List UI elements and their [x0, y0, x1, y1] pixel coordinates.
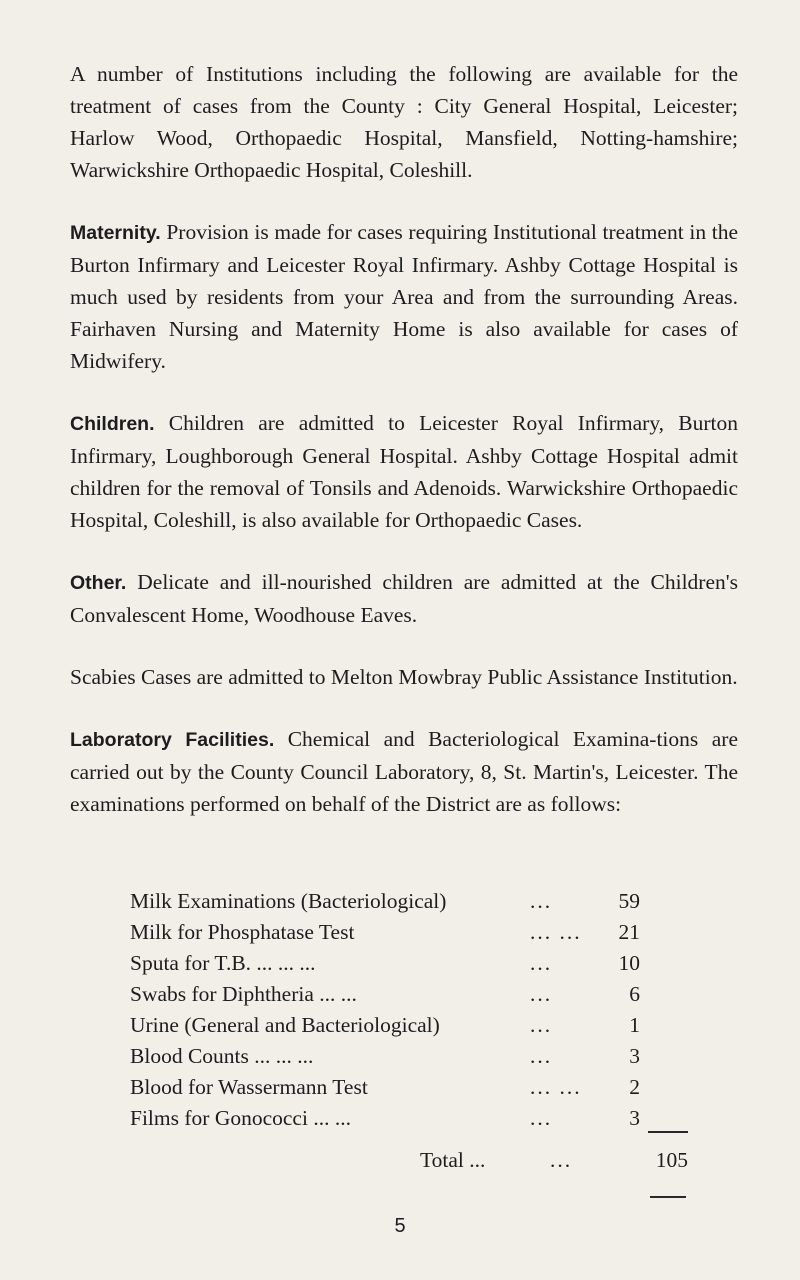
exam-label: Films for Gonococci ... ... — [130, 1106, 351, 1130]
table-row — [130, 1010, 640, 1041]
children-text: Children are admitted to Leicester Royal Infirmary, Burton Infirmary, Loughborough General Hospital. Ashby Cottage Hospital admit children for the removal of Tonsils and Adenoids. Warwickshire Orthopaedic Hospital, Coleshill, is also available for Orthopaedic Cases. — [70, 411, 739, 532]
table-row — [130, 1041, 640, 1072]
leader-dots: ... — [530, 1106, 553, 1130]
leader-dots: ... — [530, 951, 553, 975]
table-row — [130, 1103, 640, 1134]
leader-dots: ... ... — [530, 1075, 582, 1099]
exam-label: Milk for Phosphatase Test — [130, 920, 355, 944]
children-heading: Children. — [70, 413, 155, 435]
leader-dots: ... — [530, 889, 553, 913]
table-row — [130, 1072, 640, 1103]
exam-label: Blood Counts ... ... ... — [130, 1044, 314, 1068]
maternity-heading: Maternity. — [70, 222, 161, 244]
exam-count: 6 — [629, 982, 640, 1006]
exam-count: 2 — [629, 1075, 640, 1099]
maternity-paragraph — [70, 216, 738, 377]
page-number: 5 — [394, 1215, 406, 1237]
table-row — [130, 886, 640, 917]
exam-label: Milk Examinations (Bacteriological) — [130, 889, 447, 913]
document-body — [70, 58, 738, 850]
exam-count: 21 — [618, 920, 640, 944]
exam-label: Sputa for T.B. ... ... ... — [130, 951, 316, 975]
table-row — [130, 948, 640, 979]
total-rule-top — [648, 1131, 688, 1133]
exam-label: Urine (General and Bacteriological) — [130, 1013, 440, 1037]
laboratory-heading: Laboratory Facilities. — [70, 729, 275, 751]
other-heading: Other. — [70, 572, 127, 594]
exam-count: 59 — [618, 889, 640, 913]
laboratory-text: Chemical and Bacteriological Examina-tions are carried out by the County Council Laboratory, 8, St. Martin's, Leicester. The examinations performed on behalf of the District are as follows: — [70, 727, 738, 816]
total-rule-bottom — [650, 1196, 686, 1198]
leader-dots: ... — [530, 982, 553, 1006]
leader-dots: ... — [530, 1044, 553, 1068]
children-paragraph — [70, 407, 738, 536]
total-label: Total ... — [420, 1148, 486, 1172]
leader-dots: ... — [530, 1013, 553, 1037]
leader-dots: ... ... — [530, 920, 582, 944]
maternity-text: Provision is made for cases requiring Institutional treatment in the Burton Infirmary and Leicester Royal Infirmary. Ashby Cottage Hospital is much used by residents from your Area and from the surrounding Areas. Fairhaven Nursing and Maternity Home is also available for cases of Midwifery. — [70, 220, 738, 373]
exam-count: 3 — [629, 1044, 640, 1068]
exam-count: 1 — [629, 1013, 640, 1037]
total-value: 105 — [655, 1148, 688, 1172]
exam-count: 10 — [618, 951, 640, 975]
table-row — [130, 917, 640, 948]
examinations-table — [130, 886, 640, 1134]
exam-label: Blood for Wassermann Test — [130, 1075, 368, 1099]
table-row — [130, 979, 640, 1010]
exam-count: 3 — [629, 1106, 640, 1130]
other-text: Delicate and ill-nourished children are admitted at the Children's Convalescent Home, Woodhouse Eaves. — [70, 570, 739, 627]
exam-label: Swabs for Diphtheria ... ... — [130, 982, 357, 1006]
intro-paragraph: A number of Institutions including the following are available for the treatment of cases from the County : City General Hospital, Leicester; Harlow Wood, Orthopaedic Hospital, Mansfield, Notting-hamshire; Warwickshire Orthopaedic Hospital, Coleshill. — [70, 62, 738, 182]
laboratory-paragraph — [70, 723, 738, 820]
scabies-paragraph: Scabies Cases are admitted to Melton Mowbray Public Assistance Institution. — [70, 665, 738, 689]
other-paragraph — [70, 566, 738, 631]
total-leader-dots: ... — [550, 1148, 573, 1172]
